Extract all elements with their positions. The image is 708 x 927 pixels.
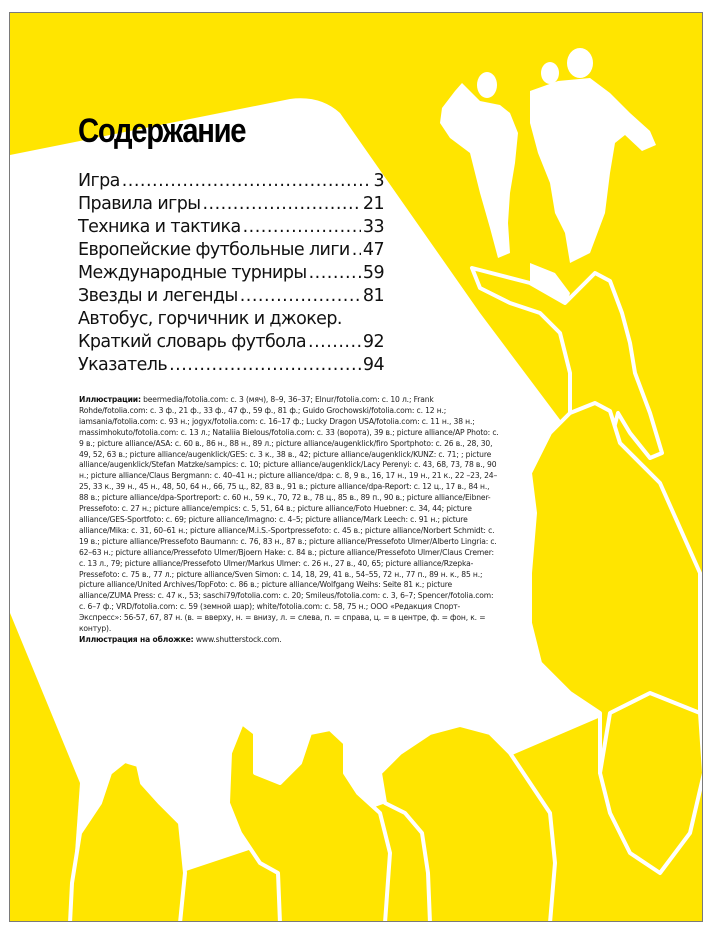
image-credits (79, 395, 499, 646)
toc-leader-dots (169, 354, 361, 377)
toc-list (78, 170, 384, 377)
cover-heading: Иллюстрация на обложке: (79, 634, 194, 644)
illustrations-heading: Иллюстрации: (79, 395, 141, 404)
illustrations-text: beermedia/fotolia.com: с. 3 (мяч), 8–9, 36–37; Elnur/fotolia.com: с. 10 л.; Frank Rohde/fotolia.com: с. 3 ф., 21 ф., 33 ф., 47 ф., 59 ф., 81 ф.; Guido Grochowski/fotolia.com: с. 12 н.; iamsania/fotolia.com: с. 93 н.; jogyx/fotolia.com: с. 16–17 ф.; Lucky Dragon USA/fotolia.com: с. 11 н., 38 н.; massimhokuto/fotolia.com: с. 13 л.; Nataliia Bielous/fotolia.com: с. 33 (ворота), 39 в.; picture alliance/AP Photo: с. 9 в.; picture alliance/ASA: с. 60 в., 86 н., 88 н., 89 л.; picture alliance/augenklick/firo Sportphoto: с. 26 в., 28, 30, 49, 52, 63 в.; picture alliance/augenklick/GES: с. 3 к., 38 в., 42; picture alliance/augenklick/KUNZ: с. 71; ; picture alliance/augenklick/Stefan Matzke/sampics: с. 10; picture alliance/augenklick/Lacy Perenyi: с. 43, 68, 73, 78 в., 90 н.; picture alliance/Claus Bergmann: с. 40–41 н.; picture alliance/dpa: с. 8, 9 в., 16, 17 н., 19 н., 21 к., 22 –23, 24–25, 33 к., 39 н., 45 н., 48, 50, 64 н., 66, 75 ц., 82, 83 в., 91 в.; picture alliance/dpa-Report: с. 12 ц., 17 в., 84 н., 88 в.; picture alliance/dpa-Sportreport: с. 60 н., 59 к., 70, 72 в., 78 ц., 85 в., 89 п., 90 в.; picture alliance/Eibner-Pressefoto: с. 27 н.; picture alliance/empics: с. 5, 51, 64 в.; picture alliance/Foto Huebner: с. 34, 44; picture alliance/GES-Sportfoto: с. 69; picture alliance/Imagno: с. 4–5; picture alliance/Mark Leech: с. 91 н.; picture alliance/Mika: с. 31, 60–61 н.; picture alliance/M.i.S.-Sportpressefoto: с. 45 в.; picture alliance/Norbert Schmidt: с. 19 в.; picture alliance/Pressefoto Baumann: с. 76, 83 н., 87 в.; picture alliance/Pressefoto Ulmer/Alberto Lingria: с. 62–63 н.; picture alliance/Pressefoto Ulmer/Bjoern Hake: с. 84 в.; picture alliance/Pressefoto Ulmer/Claus Cremer: с. 13 л., 79; picture alliance/Pressefoto Ulmer/Markus Ulmer: с. 26 н., 27 в., 40, 65; picture alliance/Rzepka-Pressefoto: с. 75 в., 77 л.; picture alliance/Sven Simon: с. 14, 18, 29, 41 в., 54–55, 72 н., 77 п., 89 н. к., 85 н.; picture alliance/United Archives/TopFoto: с. 86 в.; picture alliance/Wolfgang Weihs: Seite 81 к.; picture alliance/ZUMA Press: с. 47 к., 53; saschi79/fotolia.com: с. 20; Smileus/fotolia.com: с. 3, 6–7; Spencer/fotolia.com: с. 6–7 ф.; VRD/fotolia.com: с. 59 (земной шар); white/fotolia.com: с. 58, 75 н.; ООО «Редакция Спорт-Экспресс»: 56-57, 67, 87 н. (в. = вверху, н. = внизу, л. = слева, п. = справа, ц. = в центре, ф. = фон, к. = контур). (79, 395, 499, 634)
toc-leader-dots (202, 193, 360, 216)
page-title: Содержание (78, 112, 246, 150)
toc-item-page: 81 (362, 286, 384, 306)
toc-item-international-tournaments[interactable] (78, 262, 384, 285)
toc-item-technique-tactics[interactable] (78, 216, 384, 239)
toc-item-glossary-line1[interactable] (78, 308, 384, 331)
toc-item-label: Указатель (78, 355, 168, 375)
toc-leader-dots (240, 285, 361, 308)
toc-item-page: 33 (362, 217, 384, 237)
toc-leader-dots (309, 262, 361, 285)
toc-leader-dots (308, 331, 361, 354)
toc-leader-dots (243, 216, 361, 239)
toc-leader-dots (122, 170, 372, 193)
toc-item-label-line1: Автобус, горчичник и джокер. (78, 309, 342, 329)
toc-item-stars-legends[interactable] (78, 285, 384, 308)
toc-item-page: 59 (362, 263, 384, 283)
toc-item-label: Звезды и легенды (78, 286, 238, 306)
toc-item-label: Краткий словарь футбола (78, 332, 306, 352)
document-page (9, 12, 703, 922)
cover-text: www.shutterstock.com. (195, 634, 282, 644)
toc-item-glossary[interactable] (78, 331, 384, 354)
toc-item-label: Международные турниры (78, 263, 307, 283)
toc-item-page: 21 (362, 194, 384, 214)
toc-item-label: Правила игры (78, 194, 201, 214)
toc-item-index[interactable] (78, 354, 384, 377)
toc-item-rules[interactable] (78, 193, 384, 216)
table-of-contents-section (10, 13, 703, 922)
toc-item-page: 47 (362, 240, 384, 260)
toc-item-page: 92 (362, 332, 384, 352)
toc-item-game[interactable] (78, 170, 384, 193)
toc-item-label: Техника и тактика (78, 217, 241, 237)
toc-item-label: Игра (78, 171, 120, 191)
toc-item-label: Европейские футбольные лиги (78, 240, 350, 260)
toc-item-european-leagues[interactable] (78, 239, 384, 262)
toc-item-page: 3 (373, 171, 384, 191)
cover-credits (79, 635, 499, 646)
toc-leader-dots (352, 239, 361, 262)
illustrations-credits (79, 395, 499, 635)
toc-item-page: 94 (362, 355, 384, 375)
